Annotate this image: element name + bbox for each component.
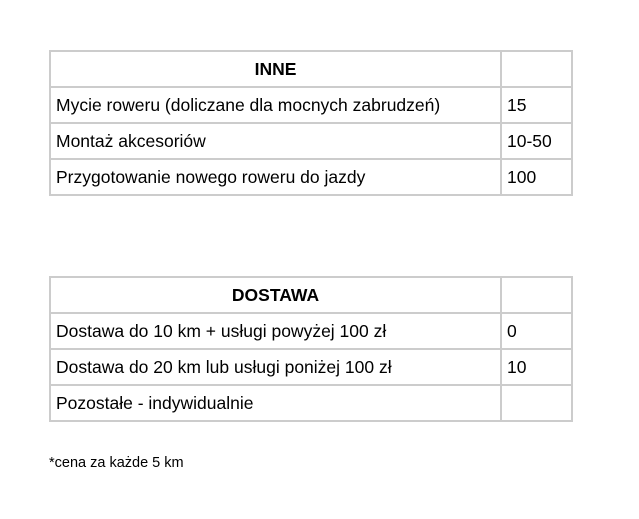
dostawa-table-title: DOSTAWA [50, 277, 501, 313]
header-empty-cell [501, 277, 572, 313]
service-price: 15 [501, 87, 572, 123]
table-row [50, 349, 572, 385]
header-empty-cell [501, 51, 572, 87]
table-row [50, 87, 572, 123]
delivery-option: Pozostałe - indywidualnie [50, 385, 501, 421]
table-header-row [50, 51, 572, 87]
inne-table-title: INNE [50, 51, 501, 87]
dostawa-price-table [49, 276, 573, 422]
service-price: 100 [501, 159, 572, 195]
service-name: Mycie roweru (doliczane dla mocnych zabrudzeń) [50, 87, 501, 123]
table-row [50, 385, 572, 421]
table-row [50, 159, 572, 195]
delivery-option: Dostawa do 20 km lub usługi poniżej 100 zł [50, 349, 501, 385]
delivery-price: 0 [501, 313, 572, 349]
service-name: Przygotowanie nowego roweru do jazdy [50, 159, 501, 195]
service-name: Montaż akcesoriów [50, 123, 501, 159]
table-row [50, 313, 572, 349]
delivery-price: 10 [501, 349, 572, 385]
delivery-option: Dostawa do 10 km + usługi powyżej 100 zł [50, 313, 501, 349]
table-header-row [50, 277, 572, 313]
table-row [50, 123, 572, 159]
delivery-price [501, 385, 572, 421]
inne-price-table [49, 50, 573, 196]
footnote: *cena za każde 5 km [49, 455, 184, 471]
service-price: 10-50 [501, 123, 572, 159]
